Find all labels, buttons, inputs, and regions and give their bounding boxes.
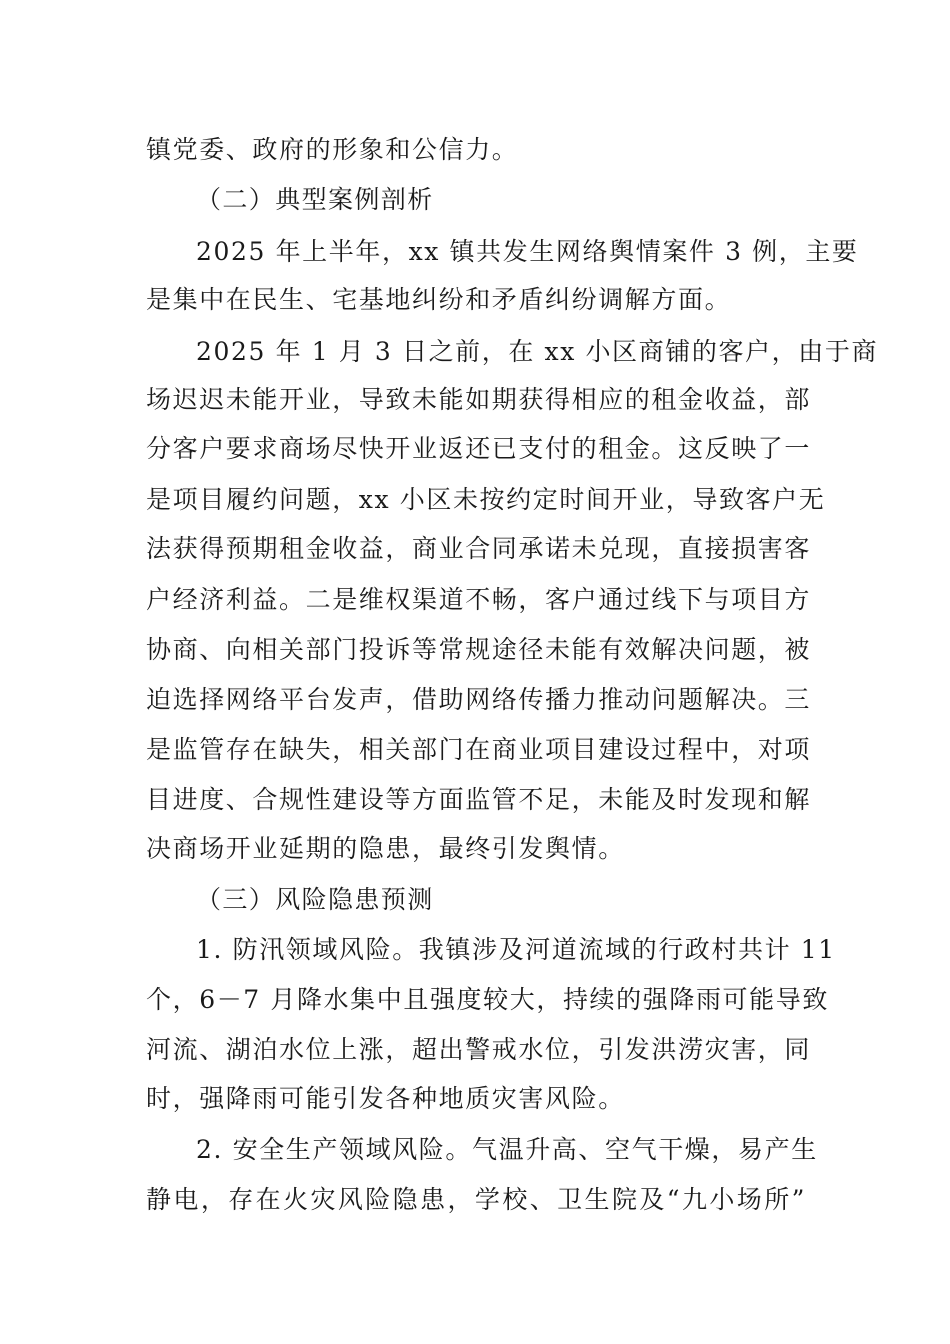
paragraph-line: 2025 年上半年，xx 镇共发生网络舆情案件 3 例，主要 [196, 237, 859, 266]
paragraph-line: 静电，存在火灾风险隐患，学校、卫生院及“九小场所” [146, 1185, 806, 1214]
paragraph-line: 协商、向相关部门投诉等常规途径未能有效解决问题，被 [146, 635, 812, 664]
paragraph-line: 是监管存在缺失，相关部门在商业项目建设过程中，对项 [146, 735, 812, 764]
paragraph-line: 户经济利益。二是维权渠道不畅，客户通过线下与项目方 [146, 585, 812, 614]
paragraph-line: 是项目履约问题，xx 小区未按约定时间开业，导致客户无 [146, 485, 826, 514]
paragraph-line: 目进度、合规性建设等方面监管不足，未能及时发现和解 [146, 785, 812, 814]
section-heading: （三）风险隐患预测 [196, 885, 434, 914]
section-heading: （二）典型案例剖析 [196, 185, 434, 214]
paragraph-line: 1. 防汛领域风险。我镇涉及河道流域的行政村共计 11 [196, 935, 836, 964]
paragraph-line: 法获得预期租金收益，商业合同承诺未兑现，直接损害客 [146, 534, 812, 563]
paragraph-line: 迫选择网络平台发声，借助网络传播力推动问题解决。三 [146, 685, 812, 714]
paragraph-line: 场迟迟未能开业，导致未能如期获得相应的租金收益，部 [146, 385, 812, 414]
paragraph-line: 是集中在民生、宅基地纠纷和矛盾纠纷调解方面。 [146, 285, 732, 314]
paragraph-line: 时，强降雨可能引发各种地质灾害风险。 [146, 1084, 625, 1113]
paragraph-line: 镇党委、政府的形象和公信力。 [146, 135, 519, 164]
paragraph-line: 个，6－7 月降水集中且强度较大，持续的强降雨可能导致 [146, 985, 829, 1014]
paragraph-line: 河流、湖泊水位上涨，超出警戒水位，引发洪涝灾害，同 [146, 1035, 812, 1064]
paragraph-line: 2025 年 1 月 3 日之前，在 xx 小区商铺的客户，由于商 [196, 337, 879, 366]
paragraph-line: 2. 安全生产领域风险。气温升高、空气干燥，易产生 [196, 1135, 818, 1164]
paragraph-line: 决商场开业延期的隐患，最终引发舆情。 [146, 834, 625, 863]
paragraph-line: 分客户要求商场尽快开业返还已支付的租金。这反映了一 [146, 434, 812, 463]
